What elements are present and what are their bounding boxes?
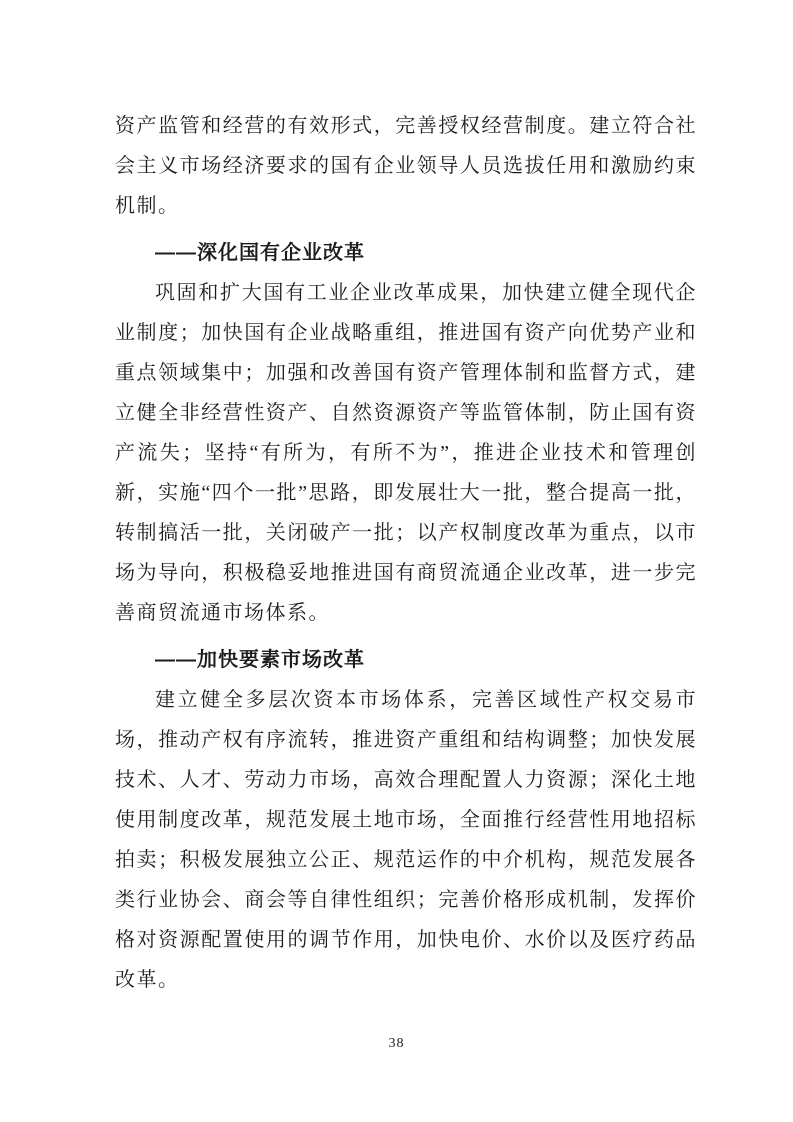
page-content: [115, 106, 697, 1000]
page-number: 38: [388, 1036, 405, 1051]
paragraph-factor-market: 建立健全多层次资本市场体系，完善区域性产权交易市场，推动产权有序流转，推进资产重组和结构调整；加快发展技术、人才、劳动力市场，高效合理配置人力资源；深化土地使用制度改革，规范发展土地市场，全面推行经营性用地招标拍卖；积极发展独立公正、规范运作的中介机构，规范发展各类行业协会、商会等自律性组织；完善价格形成机制，发挥价格对资源配置使用的调节作用，加快电价、水价以及医疗药品改革。: [115, 689, 697, 991]
heading-factor-market-reform: ——加快要素市场改革: [155, 649, 365, 671]
paragraph-soe-reform: 巩固和扩大国有工业企业改革成果，加快建立健全现代企业制度；加快国有企业战略重组，推进国有资产向优势产业和重点领域集中；加强和改善国有资产管理体制和监督方式，建立健全非经营性资产、自然资源资产等监管体制，防止国有资产流失；坚持“有所为，有所不为”，推进企业技术和管理创新，实施“四个一批”思路，即发展壮大一批，整合提高一批，转制搞活一批，关闭破产一批；以产权制度改革为重点，以市场为导向，积极稳妥地推进国有商贸流通企业改革，进一步完善商贸流通市场体系。: [115, 282, 697, 624]
paragraph-continuation: 资产监管和经营的有效形式，完善授权经营制度。建立符合社会主义市场经济要求的国有企业领导人员选拔任用和激励约束机制。: [115, 115, 697, 217]
heading-deepen-soe-reform: ——深化国有企业改革: [155, 242, 365, 264]
